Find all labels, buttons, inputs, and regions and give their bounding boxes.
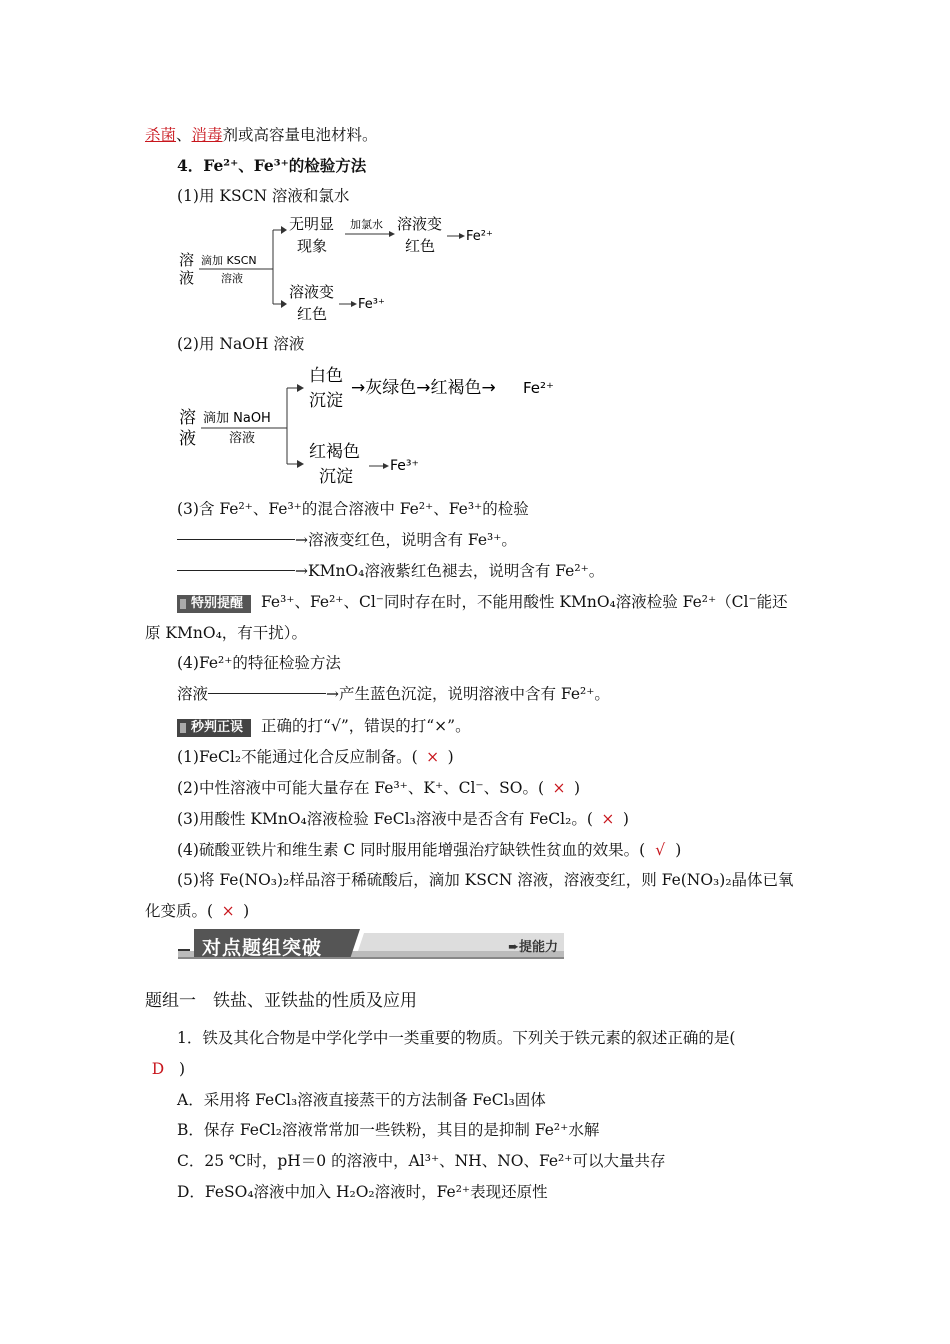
diagram2-chain: →灰绿色→红褐色→ [351, 378, 496, 398]
diagram1-solution-1: 溶 [179, 251, 195, 269]
q1-answer-line: D ) [145, 1058, 185, 1080]
judge-answer-4: √ [655, 841, 666, 859]
method-1-title: (1)用 KSCN 溶液和氯水 [177, 187, 350, 205]
diagram1-result1-1: 溶液变 [397, 215, 443, 233]
intro-line: 杀菌、消毒剂或高容量电池材料。 [145, 126, 378, 144]
method-4-line: 溶液 →产生蓝色沉淀，说明溶液中含有 Fe²⁺。 [177, 685, 610, 703]
judge-answer-1: × [426, 748, 440, 766]
diagram2-fe2-label: Fe²⁺ [523, 379, 554, 397]
diagram2-bracket [285, 388, 301, 464]
section-4-title: 4．Fe²⁺、Fe³⁺的检验方法 [177, 156, 367, 175]
diagram2-arrowhead-fe3 [383, 463, 389, 469]
judge-intro: 正确的打“√”，错误的打“×”。 [261, 717, 471, 735]
q1-answer: D [151, 1060, 165, 1078]
naoh-flow-diagram [175, 358, 575, 493]
judge-item-1: (1)FeCl₂不能通过化合反应制备。( × ) [177, 748, 454, 766]
ksc-flow-diagram [175, 208, 515, 330]
judge-item-4: (4)硫酸亚铁片和维生素 C 同时服用能增强治疗缺铁性贫血的效果。( √ ) [177, 841, 682, 859]
q1-option-b: B．保存 FeCl₂溶液常常加一些铁粉，其目的是抑制 Fe²⁺水解 [177, 1121, 600, 1139]
method-2-title: (2)用 NaOH 溶液 [177, 335, 305, 353]
diagram1-result1-2: 红色 [405, 237, 436, 255]
diagram2-white-ppt-1: 白色 [309, 366, 343, 386]
diagram2-solution-2: 液 [179, 429, 196, 449]
diagram1-arrowhead-fe2 [459, 233, 465, 239]
method-3-line-2: →KMnO₄溶液紫红色褪去，说明含有 Fe²⁺。 [177, 560, 604, 582]
diagram2-reagent-2: 溶液 [229, 431, 256, 446]
diagram1-no-change-1: 无明显 [289, 215, 335, 233]
diagram1-reagent-2: 溶液 [221, 272, 243, 285]
tip-line-2: 原 KMnO₄，有干扰）。 [145, 624, 308, 642]
judge-item-5-line-2: 化变质。( × ) [145, 902, 250, 920]
judge-item-3: (3)用酸性 KMnO₄溶液检验 FeCl₃溶液中是否含有 FeCl₂。( × ) [177, 810, 629, 828]
method-3-line-1: →溶液变红色，说明含有 Fe³⁺。 [177, 529, 517, 551]
diagram1-chlorine-arrowhead [389, 231, 395, 237]
q1-option-a: A．采用将 FeCl₃溶液直接蒸干的方法制备 FeCl₃固体 [177, 1091, 546, 1109]
diagram2-white-ppt-2: 沉淀 [309, 391, 343, 411]
diagram1-reagent: 滴加 KSCN [201, 254, 257, 267]
method-3-title: (3)含 Fe²⁺、Fe³⁺的混合溶液中 Fe²⁺、Fe³⁺的检验 [177, 500, 529, 518]
tip-text-1: Fe³⁺、Fe²⁺、Cl⁻同时存在时，不能用酸性 KMnO₄溶液检验 Fe²⁺（Cl⁻能还 [261, 593, 788, 611]
diagram1-fe3-label: Fe³⁺ [358, 297, 385, 312]
diagram1-result2-2: 红色 [297, 305, 328, 323]
answer-disinfect: 消毒 [191, 126, 223, 144]
judge-item-5-line-1: (5)将 Fe(NO₃)₂样品溶于稀硫酸后，滴加 KSCN 溶液，溶液变红，则 Fe(NO₃)₂晶体已氧 [177, 871, 794, 889]
diagram2-redbrown-1: 红褐色 [309, 442, 360, 462]
q1-stem: 1．铁及其化合物是中学化学中一类重要的物质。下列关于铁元素的叙述正确的是( [177, 1029, 736, 1047]
tip-label: 特别提醒 [177, 595, 251, 613]
blank-line-3 [208, 693, 326, 694]
header-title: 对点题组突破 [202, 937, 323, 959]
judge-answer-3: × [601, 810, 615, 828]
group-title: 题组一 铁盐、亚铁盐的性质及应用 [145, 991, 417, 1011]
diagram1-chlorine: 加氯水 [350, 218, 383, 231]
diagram2-fe3-label: Fe³⁺ [390, 458, 419, 474]
judge-answer-2: × [552, 779, 566, 797]
diagram2-redbrown-2: 沉淀 [319, 467, 353, 487]
diagram2-solution-1: 溶 [179, 408, 196, 428]
diagram2-reagent: 滴加 NaOH [203, 411, 271, 426]
q1-option-d: D．FeSO₄溶液中加入 H₂O₂溶液时，Fe²⁺表现还原性 [177, 1183, 548, 1201]
answer-sterilize: 杀菌 [145, 126, 177, 144]
judge-label: 秒判正误 [177, 719, 251, 737]
diagram1-no-change-2: 现象 [297, 237, 328, 255]
judge-item-2: (2)中性溶液中可能大量存在 Fe³⁺、K⁺、Cl⁻、SO。( × ) [177, 779, 581, 797]
blank-line-2 [177, 570, 295, 571]
diagram2-arrowheads [297, 384, 304, 468]
q1-option-c: C．25 ℃时，pH＝0 的溶液中，Al³⁺、NH、NO、Fe²⁺可以大量共存 [177, 1152, 666, 1170]
judge-answer-5: × [221, 902, 235, 920]
diagram1-solution-2: 液 [179, 269, 195, 287]
method-4-title: (4)Fe²⁺的特征检验方法 [177, 654, 341, 672]
tip-line-1 [177, 591, 788, 613]
practice-header [178, 929, 564, 959]
header-right-label: ➨提能力 [508, 940, 558, 955]
blank-line-1 [177, 539, 295, 540]
diagram1-arrowheads [281, 226, 287, 308]
diagram1-fe2-label: Fe²⁺ [466, 229, 493, 244]
diagram1-result2-1: 溶液变 [289, 283, 335, 301]
judge-header [177, 715, 471, 737]
diagram1-arrowhead-fe3 [351, 301, 357, 307]
diagram1-bracket [270, 230, 285, 304]
